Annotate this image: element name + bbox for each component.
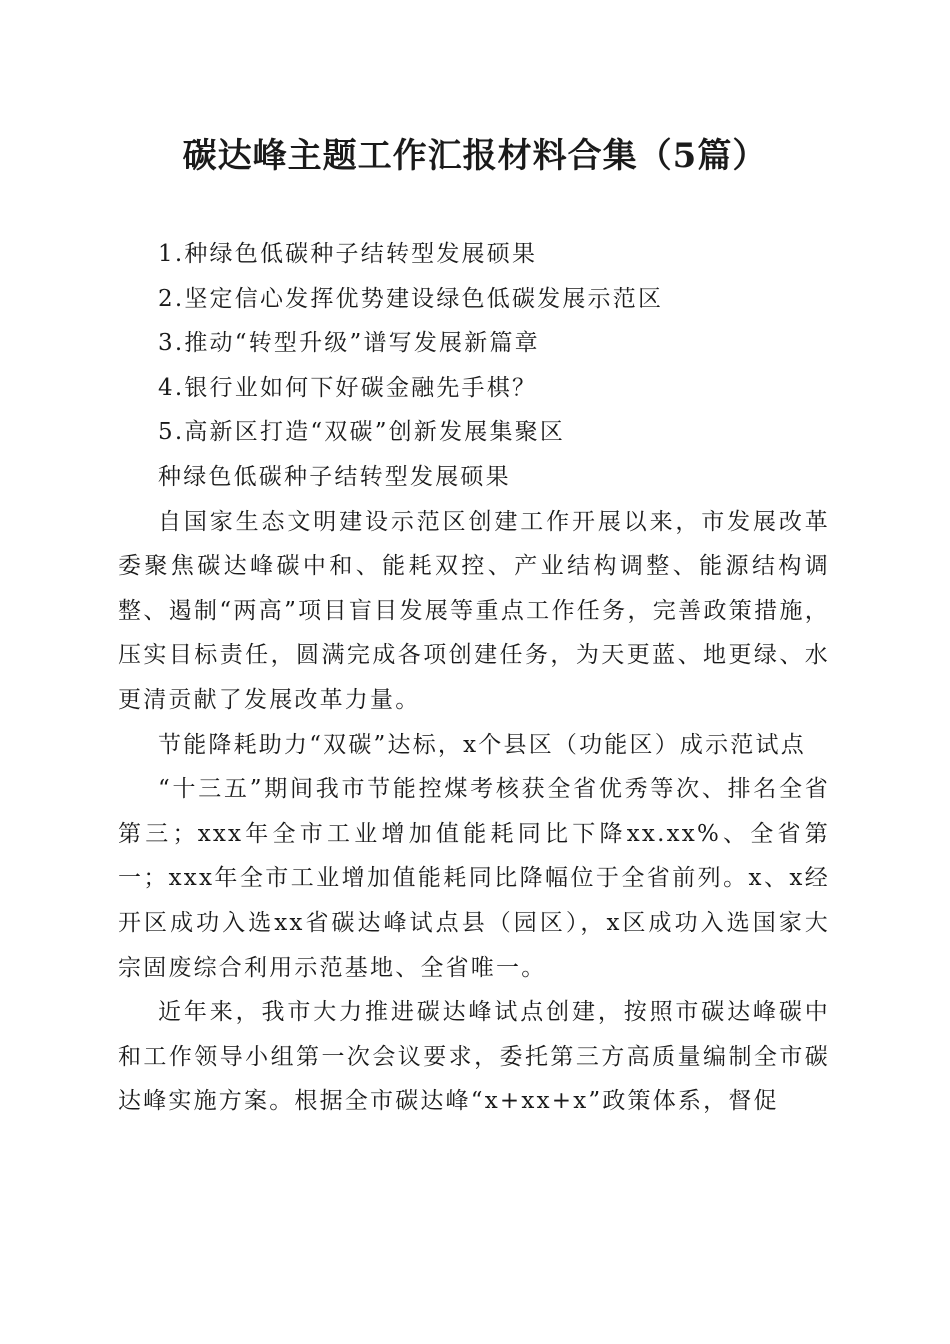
toc-item-4: 4.银行业如何下好碳金融先手棋？ bbox=[158, 374, 538, 401]
toc-item-3: 3.推动“转型升级”谱写发展新篇章 bbox=[158, 330, 540, 357]
toc-item-1: 1.种绿色低碳种子结转型发展硕果 bbox=[158, 241, 538, 267]
paragraph-2: “十三五”期间我市节能控煤考核获全省优秀等次、排名全省第三；xxx年全市工业增加值能耗同比下降xx.xx%、全省第一；xxx年全市工业增加值能耗同比降幅位于全省前列。x、x经开区成功入选xx省碳达峰试点县（园区），x区成功入选国家大宗固废综合利用示范基地、全省唯一。 bbox=[118, 776, 830, 981]
toc-item-2: 2.坚定信心发挥优势建设绿色低碳发展示范区 bbox=[158, 285, 664, 312]
document-title: 碳达峰主题工作汇报材料合集（5篇） bbox=[182, 136, 768, 176]
paragraph-3: 近年来，我市大力推进碳达峰试点创建，按照市碳达峰碳中和工作领导小组第一次会议要求，委托第三方高质量编制全市碳达峰实施方案。根据全市碳达峰“x+xx+x”政策体系，督促 bbox=[118, 999, 830, 1115]
paragraph-1: 自国家生态文明建设示范区创建工作开展以来，市发展改革委聚焦碳达峰碳中和、能耗双控、产业结构调整、能源结构调整、遏制“两高”项目盲目发展等重点工作任务，完善政策措施，压实目标责任，圆满完成各项创建任务，为天更蓝、地更绿、水更清贡献了发展改革力量。 bbox=[118, 508, 830, 713]
toc-item-5: 5.高新区打造“双碳”创新发展集聚区 bbox=[158, 419, 566, 446]
section-heading: 种绿色低碳种子结转型发展硕果 bbox=[158, 463, 511, 490]
subheading: 节能降耗助力“双碳”达标，x个县区（功能区）成示范试点 bbox=[158, 731, 806, 758]
table-of-contents bbox=[118, 232, 830, 455]
document-body bbox=[118, 232, 830, 1124]
